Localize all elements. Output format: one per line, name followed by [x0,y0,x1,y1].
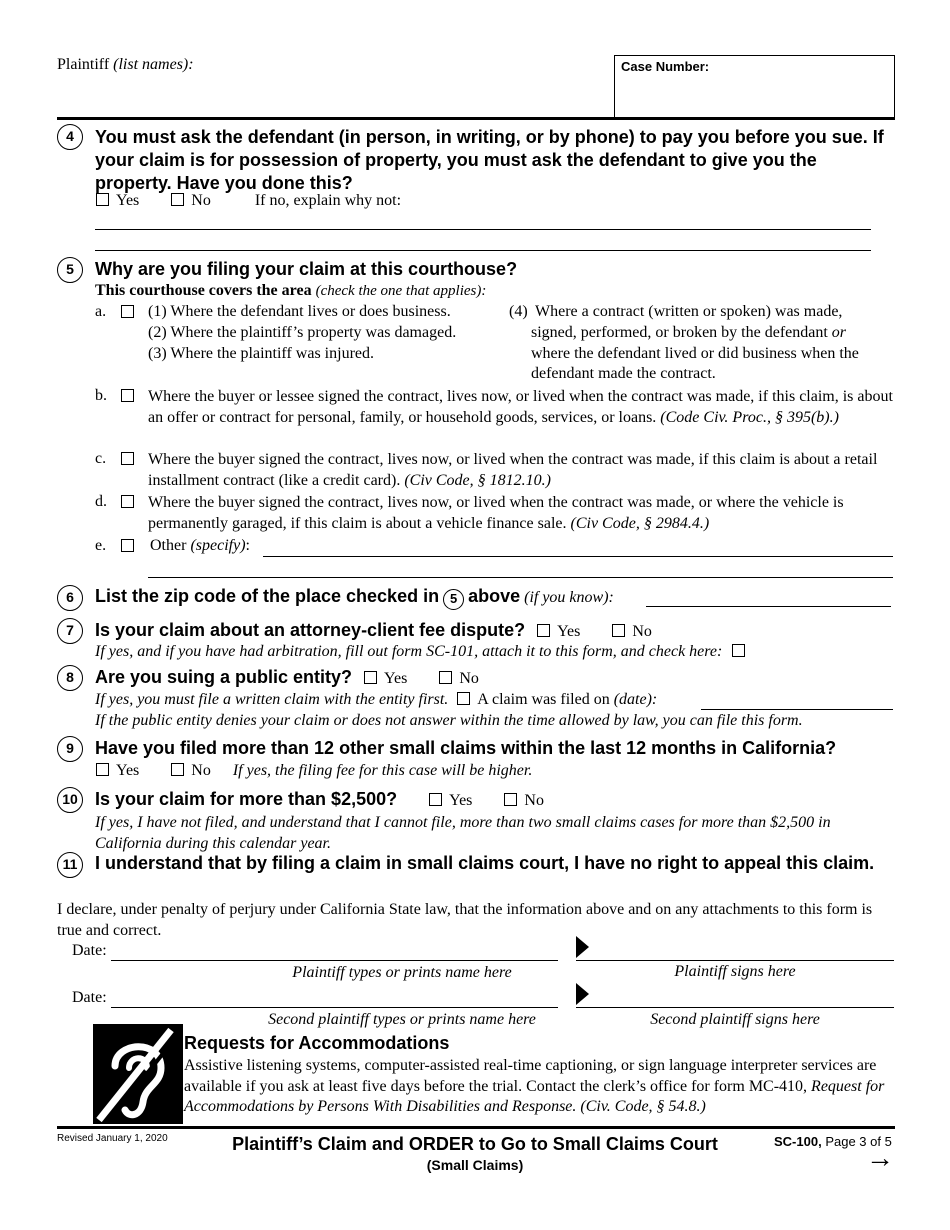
q7-yes-checkbox[interactable] [537,624,550,637]
q5-e-specify-line[interactable] [263,556,893,557]
q5-a-checkbox[interactable] [121,305,134,318]
plaintiff-sign-caption: Plaintiff signs here [674,963,796,980]
q5-a4-prefix: (4) [509,303,528,320]
item-number-10: 10 [57,787,83,813]
q4-explain-label: If no, explain why not: [254,192,402,209]
case-number-box[interactable] [614,55,895,119]
header-rule [57,117,895,120]
q5-a4-line3: where the defendant lived or did business when the [531,345,859,362]
q5-d-checkbox[interactable] [121,495,134,508]
item-number-5: 5 [57,257,83,283]
q5-question: Why are you filing your claim at this courthouse? [95,259,518,279]
item-number-11: 11 [57,852,83,878]
footer-rule [57,1126,895,1129]
item-number-6: 6 [57,585,83,611]
q4-options [96,191,401,211]
item-number-4: 4 [57,124,83,150]
revised-date: Revised January 1, 2020 [57,1133,168,1144]
q9-question: Have you filed more than 12 other small claims within the last 12 months in California? [95,738,837,758]
q5-c-text: Where the buyer signed the contract, lives now, or lived when the contract was made, if this claim is about a retail installment contract (like a credit card). (Civ Code, § 1812.10.) [148,451,878,489]
q5-d-letter: d. [95,493,107,510]
q7-arbitration-checkbox[interactable] [732,644,745,657]
q8-date-line[interactable] [701,709,893,710]
q4-no-label: No [191,192,211,209]
q5-e-specify-line-2[interactable] [148,577,893,578]
accommodations-text: Assistive listening systems, computer-assisted real-time captioning, or sign language interpreter services are available if you ask at least five days before the trial. Contact the clerk’s office for form MC-410, Request for Accommodations by Persons With Disabilities and Response. (Civ. Code, § 54.8.) [184,1057,885,1115]
next-page-arrow-icon[interactable]: → [866,1142,894,1173]
case-number-label: Case Number: [621,59,710,74]
q4-question: You must ask the defendant (in person, in writing, or by phone) to pay you before you sue. If your claim is for possession of property, you must ask the defendant to give you the property. Have you done this? [95,127,884,193]
date-label-2: Date: [72,989,107,1006]
footer-title: Plaintiff’s Claim and ORDER to Go to Small Claims Court [232,1134,718,1154]
q4-no-checkbox[interactable] [171,193,184,206]
q10-no-checkbox[interactable] [504,793,517,806]
q5-a3: (3) Where the plaintiff was injured. [148,345,374,362]
second-plaintiff-name-line[interactable] [246,1007,558,1008]
q8-claim-filed-checkbox[interactable] [457,692,470,705]
q7-no-checkbox[interactable] [612,624,625,637]
q5-e-letter: e. [95,537,107,554]
q8-line: Are you suing a public entity? Yes No [95,667,479,687]
q5-b-text: Where the buyer or lessee signed the contract, lives now, or lived when the contract was made, if this claim, is about an offer or contract for personal, family, or household goods, services, or loans. (Code Civ. Proc., § 395(b).) [148,388,893,426]
footer-subtitle: (Small Claims) [426,1157,524,1173]
second-plaintiff-sign-caption: Second plaintiff signs here [650,1011,820,1028]
q5-b-letter: b. [95,387,107,404]
q9-yes-checkbox[interactable] [96,763,109,776]
q5-a4-line4: defendant made the contract. [531,365,716,382]
date-label-1: Date: [72,942,107,959]
q5-a4-line1: Where a contract (written or spoken) was made, [535,303,843,320]
q5-d-text: Where the buyer signed the contract, lives now, or lived when the contract was made, or where the vehicle is permanently garaged, if this claim is about a vehicle finance sale. (Civ Code, § 2984.4.) [148,494,844,532]
item-number-7: 7 [57,618,83,644]
q8-no-checkbox[interactable] [439,671,452,684]
q5-a-letter: a. [95,303,107,320]
q4-explain-line-2[interactable] [95,250,871,251]
form-page-label: SC-100, Page 3 of 5 [774,1134,892,1149]
q5-e-label: Other (specify): [150,537,250,554]
q5-c-letter: c. [95,450,107,467]
sign-arrow-1-icon [576,936,589,958]
q10-line: Is your claim for more than $2,500? Yes No [95,789,544,809]
q11-statement: I understand that by filing a claim in small claims court, I have no right to appeal this claim. [95,853,875,873]
second-plaintiff-sign-line[interactable] [576,1007,894,1008]
q4-explain-line-1[interactable] [95,229,871,230]
second-plaintiff-name-caption: Second plaintiff types or prints name here [268,1011,536,1028]
q10-yes-checkbox[interactable] [429,793,442,806]
plaintiff-name-line[interactable] [246,960,558,961]
q10-note: If yes, I have not filed, and understand that I cannot file, more than two small claims cases for more than $2,500 in California during this calendar year. [95,814,831,852]
q8-yes-checkbox[interactable] [364,671,377,684]
q5-a1: (1) Where the defendant lives or does business. [148,303,451,320]
q9-no-checkbox[interactable] [171,763,184,776]
q6-ref-number: 5 [443,589,464,610]
accommodations-title: Requests for Accommodations [184,1033,450,1053]
date-line-2[interactable] [111,1007,246,1008]
q8-note1: If yes, you must file a written claim with the entity first. A claim was filed on (date): [95,691,658,708]
q5-a4-line2: signed, performed, or broken by the defendant or [531,324,847,341]
item-number-8: 8 [57,665,83,691]
q5-e-checkbox[interactable] [121,539,134,552]
q4-yes-checkbox[interactable] [96,193,109,206]
plaintiff-label: Plaintiff (list names): [57,56,194,73]
declaration: I declare, under penalty of perjury under California State law, that the information above and on any attachments to this form is true and correct. [57,901,873,939]
q5-a2: (2) Where the plaintiff’s property was damaged. [148,324,457,341]
q5-covers-line: This courthouse covers the area (check the one that applies): [95,282,487,299]
q7-note: If yes, and if you have had arbitration, fill out form SC-101, attach it to this form, and check here: [95,642,752,662]
q9-options: Yes No If yes, the filing fee for this case will be higher. [96,761,532,781]
q8-note2: If the public entity denies your claim or does not answer within the time allowed by law, you can file this form. [95,712,803,729]
sign-arrow-2-icon [576,983,589,1005]
q6-question: List the zip code of the place checked in 5 above (if you know): [95,585,614,610]
q5-c-checkbox[interactable] [121,452,134,465]
plaintiff-name-caption: Plaintiff types or prints name here [292,964,512,981]
plaintiff-sign-line[interactable] [576,960,894,961]
item-number-9: 9 [57,736,83,762]
date-line-1[interactable] [111,960,246,961]
q6-zip-line[interactable] [646,606,891,607]
q5-b-checkbox[interactable] [121,389,134,402]
q7-line: Is your claim about an attorney-client fee dispute? Yes No [95,620,652,640]
hearing-assistance-icon [93,1024,183,1124]
q4-yes-label: Yes [116,192,140,209]
